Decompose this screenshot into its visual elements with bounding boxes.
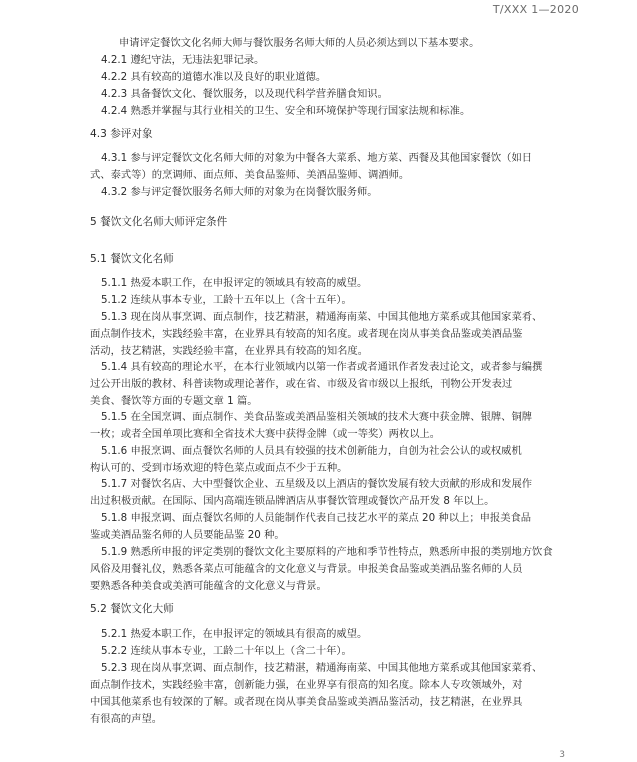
clause-4-3-1-cont: 式、泰式等）的烹调师、面点师、美食品鉴师、美酒品鉴师、调酒师。 (90, 169, 410, 181)
clause-5-1-7: 5.1.7 对餐饮名店、大中型餐饮企业、五星级及以上酒店的餐饮发展有较大贡献的形成和发展作 (101, 478, 533, 490)
clause-5-1-3: 5.1.3 现在岗从事烹调、面点制作，技艺精湛，精通海南菜、中国其他地方菜系或其他国家菜肴、 (101, 311, 543, 323)
section-heading-5: 5 餐饮文化名师大师评定条件 (90, 216, 228, 228)
clause-5-1-6: 5.1.6 申报烹调、面点餐饮名师的人员具有较强的技术创新能力，自创为社会公认的或权威机 (101, 445, 522, 457)
clause-5-1-9-cont: 要熟悉各种美食或美酒可能蕴含的文化意义与背景。 (90, 580, 327, 592)
clause-4-2-4: 4.2.4 熟悉并掌握与其行业相关的卫生、安全和环境保护等现行国家法规和标准。 (101, 105, 471, 117)
clause-5-1-8-cont: 鉴或美酒品鉴名师的人员要能品鉴 20 种。 (90, 529, 285, 541)
intro-paragraph: 申请评定餐饮文化名师大师与餐饮服务名师大师的人员必须达到以下基本要求。 (119, 37, 480, 49)
clause-5-1-3-cont: 面点制作技术，实践经验丰富，在业界具有较高的知名度。或者现在岗从事美食品鉴或美酒品鉴 (90, 328, 523, 340)
clause-5-2-3: 5.2.3 现在岗从事烹调、面点制作，技艺精湛，精通海南菜、中国其他地方菜系或其他国家菜肴、 (101, 662, 543, 674)
standard-code: T/XXX 1—2020 (492, 3, 579, 16)
clause-5-1-4: 5.1.4 具有较高的理论水平，在本行业领域内以第一作者或者通讯作者发表过论文，或者参与编撰 (101, 361, 543, 373)
clause-5-1-4-cont: 过公开出版的教材、科普读物或理论著作，或在省、市级及省市级以上报纸，刊物公开发表过 (90, 378, 513, 390)
clause-5-1-5-cont: 一枚；或者全国单项比赛和全省技术大赛中获得金牌（或一等奖）两枚以上。 (90, 428, 441, 440)
section-heading-5-2: 5.2 餐饮文化大师 (90, 603, 174, 615)
clause-5-1-2: 5.1.2 连续从事本专业，工龄十五年以上（含十五年）。 (101, 294, 352, 306)
section-heading-4-3: 4.3 参评对象 (90, 128, 153, 140)
clause-5-1-4-cont: 美食、餐饮等方面的专题文章 1 篇。 (90, 395, 258, 407)
clause-4-2-2: 4.2.2 具有较高的道德水准以及良好的职业道德。 (101, 71, 327, 83)
clause-5-1-1: 5.1.1 热爱本职工作，在申报评定的领域具有较高的威望。 (101, 277, 368, 289)
clause-5-2-3-cont: 中国其他菜系也有较深的了解。或者现在岗从事美食品鉴或美酒品鉴活动，技艺精湛，在业界具 (90, 696, 523, 708)
clause-5-1-5: 5.1.5 在全国烹调、面点制作、美食品鉴或美酒品鉴相关领域的技术大赛中获金牌、银牌、铜牌 (101, 411, 533, 423)
clause-5-1-3-cont: 活动，技艺精湛，实践经验丰富，在业界具有较高的知名度。 (90, 345, 369, 357)
section-heading-5-1: 5.1 餐饮文化名师 (90, 253, 174, 265)
clause-4-2-3: 4.2.3 具备餐饮文化、餐饮服务，以及现代科学营养膳食知识。 (101, 88, 388, 100)
clause-5-2-3-cont: 有很高的声望。 (90, 713, 163, 725)
clause-5-1-9: 5.1.9 熟悉所申报的评定类别的餐饮文化主要原料的产地和季节性特点，熟悉所申报的类别地方饮食 (101, 546, 553, 558)
clause-5-2-2: 5.2.2 连续从事本专业，工龄二十年以上（含二十年）。 (101, 645, 352, 657)
clause-5-1-8: 5.1.8 申报烹调、面点餐饮名师的人员能制作代表自己技艺水平的菜点 20 种以上；申报美食品 (101, 512, 532, 524)
clause-4-3-2: 4.3.2 参与评定餐饮服务名师大师的对象为在岗餐饮服务师。 (101, 186, 378, 198)
clause-5-1-7-cont: 出过积极贡献。在国际、国内高端连锁品牌酒店从事餐饮管理或餐饮产品开发 8 年以上。 (90, 495, 495, 507)
clause-5-2-3-cont: 面点制作技术，实践经验丰富，创新能力强，在业界享有很高的知名度。除本人专攻领域外，对 (90, 679, 523, 691)
clause-5-2-1: 5.2.1 热爱本职工作，在申报评定的领域具有很高的威望。 (101, 628, 368, 640)
clause-5-1-9-cont: 风俗及用餐礼仪，熟悉各菜点可能蕴含的文化意义与背景。申报美食品鉴或美酒品鉴名师的人员 (90, 563, 523, 575)
clause-4-3-1: 4.3.1 参与评定餐饮文化名师大师的对象为中餐各大菜系、地方菜、西餐及其他国家餐饮（如日 (101, 152, 533, 164)
page-number: 3 (559, 750, 565, 760)
clause-5-1-6-cont: 构认可的、受到市场欢迎的特色菜点或面点不少于五种。 (90, 462, 348, 474)
clause-4-2-1: 4.2.1 遵纪守法，无违法犯罪记录。 (101, 54, 265, 66)
